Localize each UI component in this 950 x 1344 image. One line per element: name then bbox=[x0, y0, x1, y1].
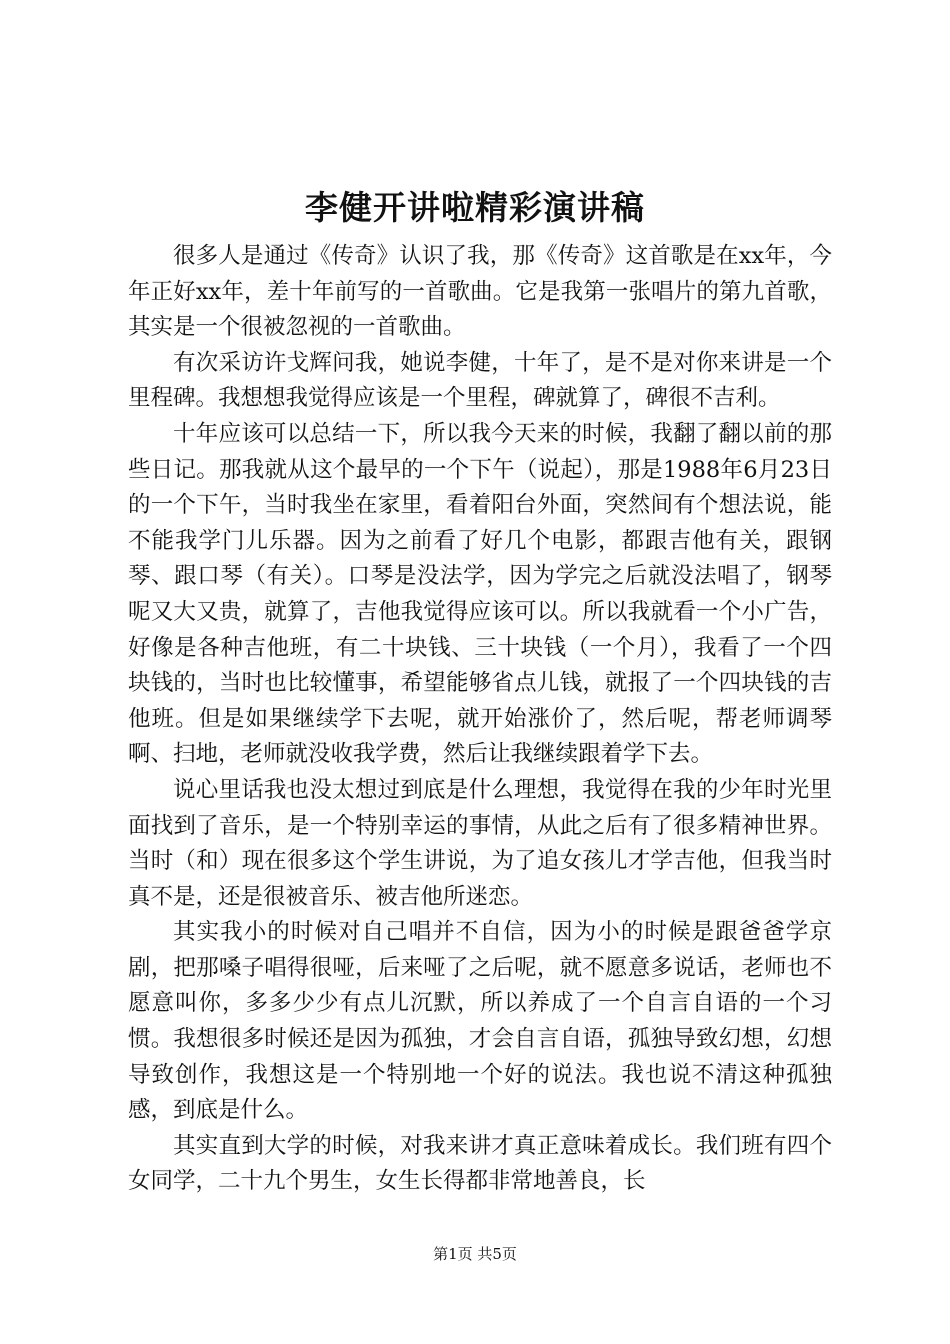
paragraph: 其实直到大学的时候，对我来讲才真正意味着成长。我们班有四个女同学，二十九个男生，女生长得都非常地善良，长 bbox=[128, 1132, 832, 1195]
paragraph: 有次采访许戈辉问我，她说李健，十年了，是不是对你来讲是一个里程碑。我想想我觉得应该是一个里程，碑就算了，碑很不吉利。 bbox=[128, 349, 832, 412]
page-number-footer: 第1页 共5页 bbox=[433, 1245, 517, 1263]
document-body bbox=[128, 239, 832, 1200]
paragraph: 十年应该可以总结一下，所以我今天来的时候，我翻了翻以前的那些日记。那我就从这个最早的一个下午（说起），那是1988年6月23日的一个下午，当时我坐在家里，看着阳台外面，突然间有个想法说，能不能我学门儿乐器。因为之前看了好几个电影，都跟吉他有关，跟钢琴、跟口琴（有关）。口琴是没法学，因为学完之后就没法唱了，钢琴呢又大又贵，就算了，吉他我觉得应该可以。所以我就看一个小广告，好像是各种吉他班，有二十块钱、三十块钱（一个月），我看了一个四块钱的，当时也比较懂事，希望能够省点儿钱，就报了一个四块钱的吉他班。但是如果继续学下去呢，就开始涨价了，然后呢，帮老师调琴啊、扫地，老师就没收我学费，然后让我继续跟着学下去。 bbox=[128, 420, 832, 768]
paragraph: 说心里话我也没太想过到底是什么理想，我觉得在我的少年时光里面找到了音乐，是一个特别幸运的事情，从此之后有了很多精神世界。当时（和）现在很多这个学生讲说，为了追女孩儿才学吉他，但我当时真不是，还是很被音乐、被吉他所迷恋。 bbox=[128, 776, 832, 910]
document-title: 李健开讲啦精彩演讲稿 bbox=[305, 188, 645, 227]
paragraph: 很多人是通过《传奇》认识了我，那《传奇》这首歌是在xx年，今年正好xx年，差十年前写的一首歌曲。它是我第一张唱片的第九首歌，其实是一个很被忽视的一首歌曲。 bbox=[128, 243, 832, 341]
paragraph: 其实我小的时候对自己唱并不自信，因为小的时候是跟爸爸学京剧，把那嗓子唱得很哑，后来哑了之后呢，就不愿意多说话，老师也不愿意叫你，多多少少有点儿沉默，所以养成了一个自言自语的一个习惯。我想很多时候还是因为孤独，才会自言自语，孤独导致幻想，幻想导致创作，我想这是一个特别地一个好的说法。我也说不清这种孤独感，到底是什么。 bbox=[128, 919, 832, 1124]
